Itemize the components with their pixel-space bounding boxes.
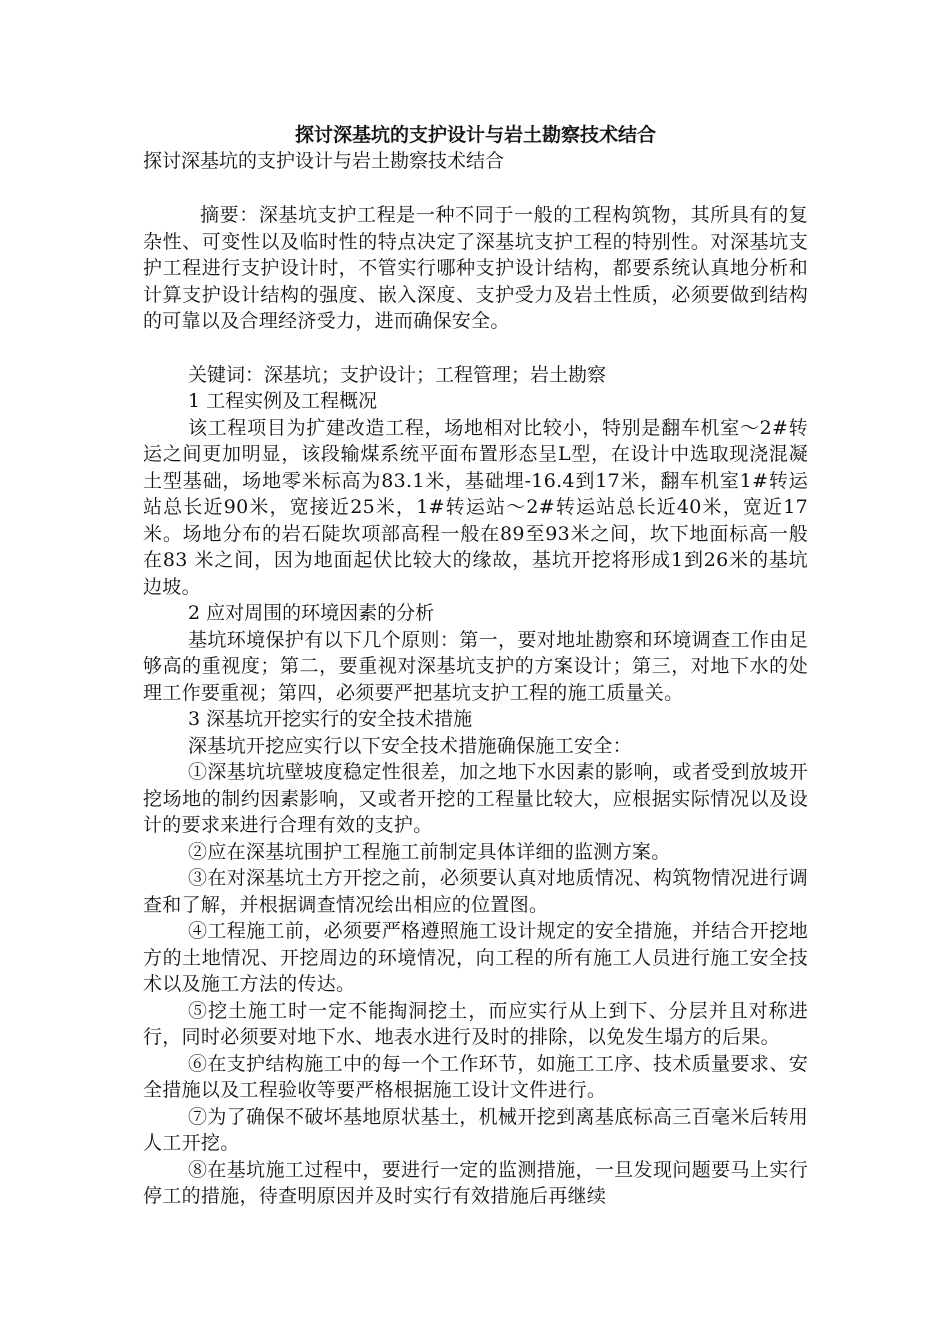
list-item: ⑥在支护结构施工中的每一个工作环节，如施工工序、技术质量要求、安全措施以及工程验收等要严格根据施工设计文件进行。 <box>143 1052 808 1101</box>
list-item: ①深基坑坑壁坡度稳定性很差，加之地下水因素的影响，或者受到放坡开挖场地的制约因素影响，又或者开挖的工程量比较大，应根据实际情况以及设计的要求来进行合理有效的支护。 <box>143 761 808 836</box>
document-page <box>143 122 808 1210</box>
document-title: 探讨深基坑的支护设计与岩土勘察技术结合 <box>294 124 656 146</box>
section-3-heading: 3 深基坑开挖实行的安全技术措施 <box>188 708 473 730</box>
section-2-body: 基坑环境保护有以下几个原则：第一，要对地址勘察和环境调查工作由足够高的重视度；第二，要重视对深基坑支护的方案设计；第三，对地下水的处理工作要重视；第四，必须要严把基坑支护工程的施工质量关。 <box>143 628 808 704</box>
section-2-heading: 2 应对周围的环境因素的分析 <box>188 602 435 624</box>
section-1-heading: 1 工程实例及工程概况 <box>188 390 378 412</box>
section-1-body: 该工程项目为扩建改造工程，场地相对比较小，特别是翻车机室～2#转运之间更加明显，该段输煤系统平面布置形态呈L型，在设计中选取现浇混凝土型基础，场地零米标高为83.1米，基础埋-16.4到17米，翻车机室1#转运站总长近90米，宽接近25米，1#转运站～2#转运站总长近40米，宽近17米。场地分布的岩石陡坎项部高程一般在89至93米之间，坎下地面标高一般在83 米之间，因为地面起伏比较大的缘故，基坑开挖将形成1到26米的基坑边坡。 <box>143 416 808 598</box>
section-3-intro: 深基坑开挖应实行以下安全技术措施确保施工安全： <box>188 734 632 757</box>
keywords-line: 关键词：深基坑；支护设计；工程管理；岩土勘察 <box>188 363 607 386</box>
list-item: ③在对深基坑土方开挖之前，必须要认真对地质情况、构筑物情况进行调查和了解，并根据调查情况绘出相应的位置图。 <box>143 867 808 916</box>
list-item: ⑦为了确保不破坏基地原状基土，机械开挖到离基底标高三百毫米后转用人工开挖。 <box>143 1105 808 1154</box>
document-subtitle: 探讨深基坑的支护设计与岩土勘察技术结合 <box>143 150 505 172</box>
list-item: ⑧在基坑施工过程中，要进行一定的监测措施，一旦发现问题要马上实行停工的措施，待查明原因并及时实行有效措施后再继续 <box>143 1158 808 1207</box>
list-item: ⑤挖土施工时一定不能掏洞挖土，而应实行从上到下、分层并且对称进行，同时必须要对地下水、地表水进行及时的排除，以免发生塌方的后果。 <box>143 999 808 1048</box>
list-item: ②应在深基坑围护工程施工前制定具体详细的监测方案。 <box>188 840 671 863</box>
abstract-paragraph: 摘要：深基坑支护工程是一种不同于一般的工程构筑物，其所具有的复杂性、可变性以及临时性的特点决定了深基坑支护工程的特别性。对深基坑支护工程进行支护设计时，不管实行哪种支护设计结构，都要系统认真地分析和计算支护设计结构的强度、嵌入深度、支护受力及岩土性质，必须要做到结构的可靠以及合理经济受力，进而确保安全。 <box>143 204 808 332</box>
list-item: ④工程施工前，必须要严格遵照施工设计规定的安全措施，并结合开挖地方的土地情况、开挖周边的环境情况，向工程的所有施工人员进行施工安全技术以及施工方法的传达。 <box>143 920 808 995</box>
